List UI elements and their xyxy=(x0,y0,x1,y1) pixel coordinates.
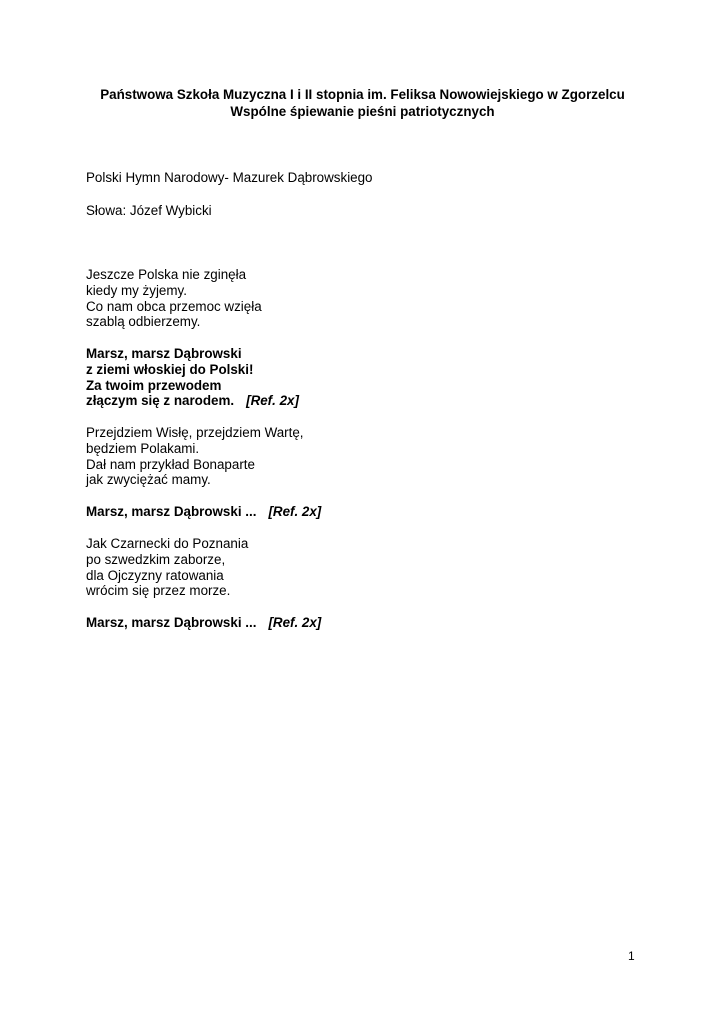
short-chorus-1 xyxy=(86,504,321,520)
verse-line: dla Ojczyzny ratowania xyxy=(86,567,224,583)
chorus-line-text: złączym się z narodem. xyxy=(86,393,235,409)
short-chorus-2 xyxy=(86,615,321,631)
chorus xyxy=(86,346,299,409)
verse-line: Co nam obca przemoc wzięła xyxy=(86,298,262,314)
verse-line: Przejdziem Wisłę, przejdziem Wartę, xyxy=(86,425,304,440)
verse-line: Jeszcze Polska nie zginęła xyxy=(86,267,247,282)
verse-2 xyxy=(86,425,304,488)
event-title: Wspólne śpiewanie pieśni patriotycznych xyxy=(230,104,495,119)
short-chorus-text: Marsz, marsz Dąbrowski ... xyxy=(86,615,257,630)
verse-line: Jak Czarnecki do Poznania xyxy=(86,536,249,551)
verse-line: wrócim się przez morze. xyxy=(86,583,231,599)
chorus-line: z ziemi włoskiej do Polski! xyxy=(86,361,254,377)
verse-line: szablą odbierzemy. xyxy=(86,314,201,330)
verse-line: kiedy my żyjemy. xyxy=(86,282,187,298)
verse-line: Dał nam przykład Bonaparte xyxy=(86,456,255,472)
refrain-marker: [Ref. 2x] xyxy=(246,393,299,409)
song-author: Słowa: Józef Wybicki xyxy=(86,203,212,218)
verse-3 xyxy=(86,536,248,599)
verse-line: będziem Polakami. xyxy=(86,440,200,456)
verse-line: po szwedzkim zaborze, xyxy=(86,551,226,567)
page-number: 1 xyxy=(628,949,635,963)
verse-1 xyxy=(86,267,262,330)
short-chorus-text: Marsz, marsz Dąbrowski ... xyxy=(86,504,257,519)
refrain-marker: [Ref. 2x] xyxy=(268,504,322,519)
chorus-line-last xyxy=(86,393,299,409)
song-title: Polski Hymn Narodowy- Mazurek Dąbrowskiego xyxy=(86,170,373,185)
document-header xyxy=(0,86,725,120)
chorus-line: Marsz, marsz Dąbrowski xyxy=(86,346,242,361)
school-name: Państwowa Szkoła Muzyczna I i II stopnia im. Feliksa Nowowiejskiego w Zgorzelcu xyxy=(100,87,625,102)
verse-line: jak zwyciężać mamy. xyxy=(86,472,211,488)
refrain-marker: [Ref. 2x] xyxy=(268,615,322,630)
chorus-line: Za twoim przewodem xyxy=(86,377,222,393)
